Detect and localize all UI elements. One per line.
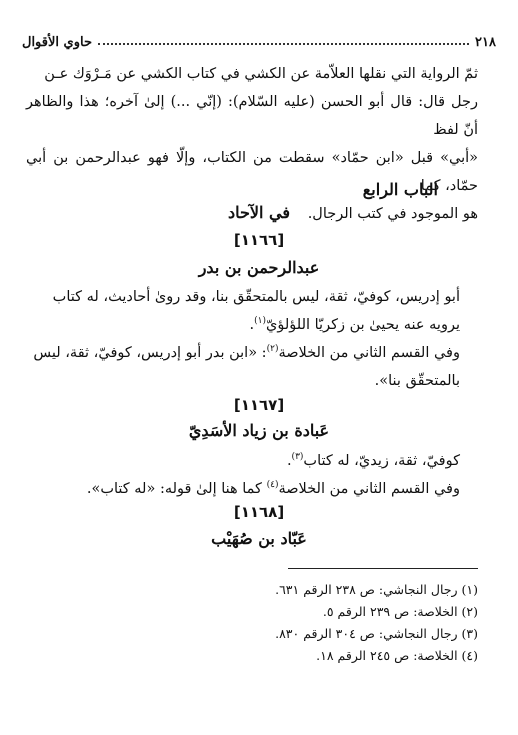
entry-line (26, 339, 478, 367)
line-end: . (286, 453, 292, 469)
entry-paragraph (26, 283, 478, 339)
entry-line-text: يرويه عنه يحيىٰ بن زكريّا اللؤلؤيّ (266, 317, 460, 333)
entry-line: أبو إدريس، كوفيّ، ثقة، ليس بالمتحقّق بنا، وقد روىٰ أحاديث، له كتاب (52, 289, 460, 305)
intro-line: ثمّ الرواية التي نقلها العلاّمة عن الكشي في كتاب الكشي عن مَـرْوَك عـن (44, 66, 478, 82)
entry-line-text: وفي القسم الثاني من الخلاصة (278, 345, 460, 361)
footnote-ref: (٤) (266, 480, 279, 491)
entry-line: بالمتحقّق بنا». (374, 373, 460, 389)
page-number: ٢١٨ (475, 35, 496, 50)
entry-line-text: كما هنا إلىٰ قوله: «له كتاب». (86, 481, 267, 497)
entry-line (26, 475, 478, 503)
entry-number: [١١٦٨] (233, 503, 285, 521)
running-header (22, 28, 496, 50)
entry-line (26, 447, 478, 475)
footnote: (٣) رجال النجاشي: ص ٣٠٤ الرقم ٨٣٠. (275, 626, 478, 641)
footnote: (٤) الخلاصة: ص ٢٤٥ الرقم ١٨. (316, 648, 478, 663)
running-title: حاوي الأقوال (22, 35, 92, 50)
footnote-separator (288, 568, 478, 569)
intro-line: هو الموجود في كتب الرجال. (307, 206, 478, 222)
entry-line-text: وفي القسم الثاني من الخلاصة (278, 481, 460, 497)
entry-number: [١١٦٧] (233, 396, 285, 414)
chapter-subtitle: في الآحاد (227, 203, 290, 222)
footnote: (١) رجال النجاشي: ص ٢٣٨ الرقم ٦٣١. (275, 582, 478, 597)
footnotes (26, 579, 478, 667)
header-dot-leader (98, 43, 469, 45)
entry-name: عَبّاد بن صُهَيْب (211, 529, 307, 548)
entry-line (26, 311, 478, 339)
line-end: . (249, 317, 255, 333)
entry-paragraph (26, 339, 478, 395)
entry-number: [١١٦٦] (233, 231, 285, 249)
entry-line-text: كوفيّ، ثقة، زيديّ، له كتاب (303, 453, 460, 469)
entry-line-text: : «ابن بدر أبو إدريس، كوفيّ، ثقة، ليس (33, 345, 267, 361)
intro-line: «أبي» قبل «ابن حمّاد» سقطت من الكتاب، وإلّا فهو عبدالرحمن بن أبي حمّاد، كما (26, 150, 478, 194)
footnote-ref: (٢) (266, 344, 279, 355)
footnote-ref: (١) (254, 316, 267, 327)
footnote-ref: (٣) (291, 452, 304, 463)
entry-name: عبدالرحمن بن بدر (198, 258, 320, 277)
intro-line: رجل قال: قال أبو الحسن (عليه السّلام): (إنّي ...) إلىٰ آخره؛ هذا والظاهر أنّ لفظ (26, 94, 478, 138)
entry-paragraph (26, 447, 478, 503)
footnote: (٢) الخلاصة: ص ٢٣٩ الرقم ٥. (322, 604, 478, 619)
entry-name: عَبادة بن زياد الأسَدِيّ (188, 421, 330, 440)
chapter-title: الباب الرابع (362, 180, 438, 199)
